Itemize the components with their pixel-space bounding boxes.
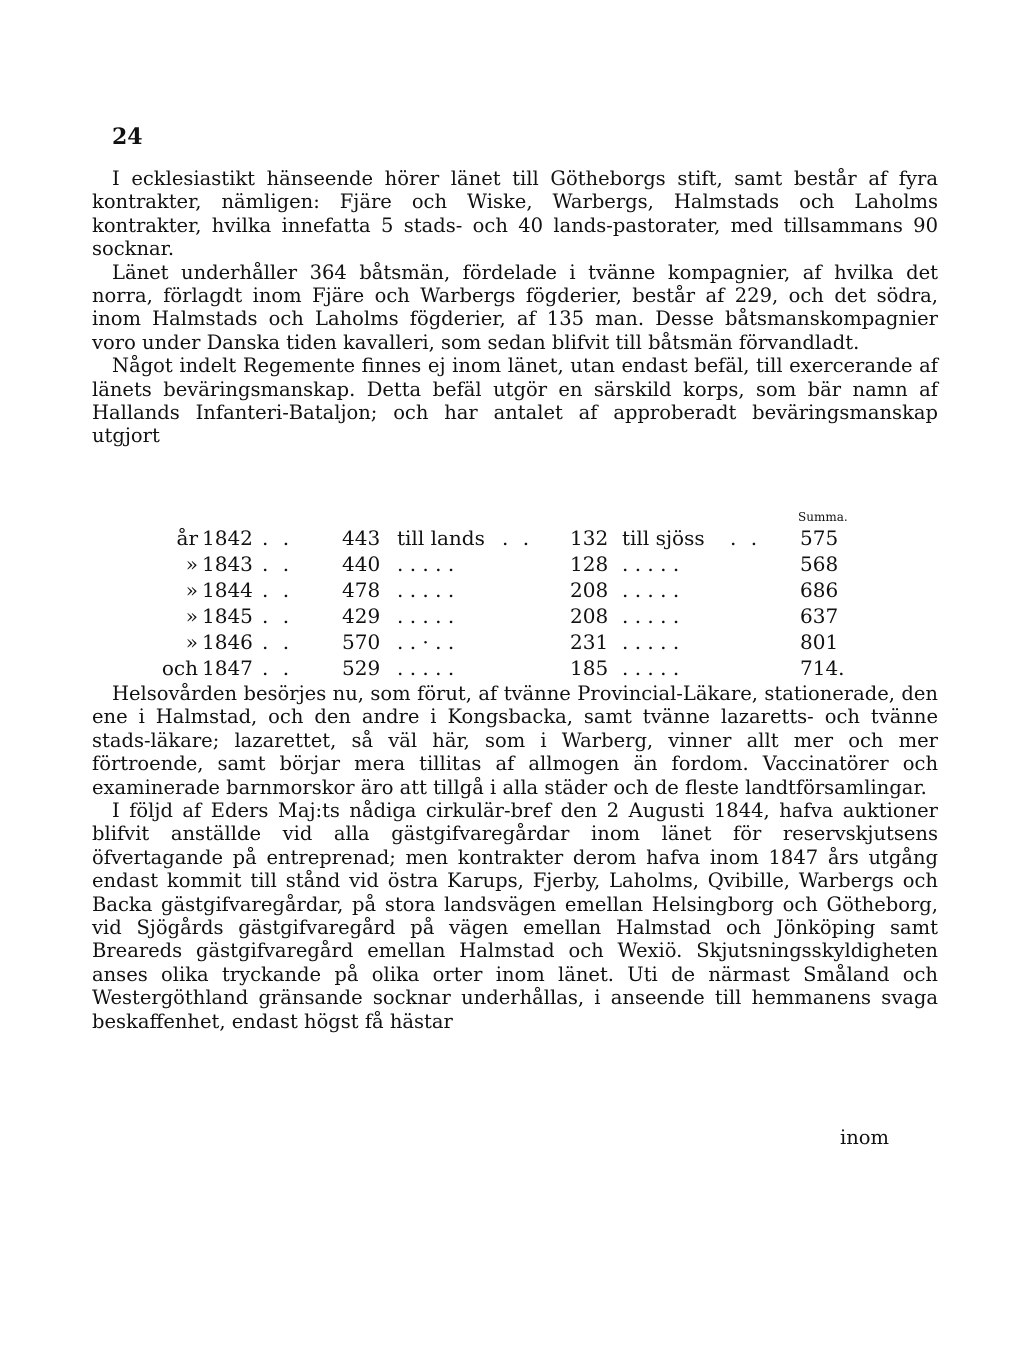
row-leader: . . (262, 578, 294, 602)
row-land-label: . . . . . (397, 656, 455, 680)
catchword: inom (840, 1126, 890, 1149)
row-prefix: » (185, 552, 198, 576)
table-row (92, 604, 938, 628)
row-land-label: till lands (397, 526, 485, 550)
row-land-count: 570 (342, 630, 381, 654)
conscripts-table (92, 510, 938, 680)
row-sea-count: 185 (570, 656, 609, 680)
row-year: 1843 (202, 552, 253, 576)
paragraph-batsman: Länet underhåller 364 båtsmän, fördelade i tvänne kompagnier, af hvilka det norra, förlagdt inom Fjäre och Warbergs fögderier, består af 229, och det södra, inom Halmstads och Laholms fögderier, af 135 man. Desse båtsmanskompagnier voro under Danska tiden kavalleri, som sedan blifvit till båtsmän förvandladt. (92, 260, 938, 354)
row-land-count: 529 (342, 656, 381, 680)
row-leader: . . (262, 552, 294, 576)
summa-header: Summa. (798, 510, 848, 524)
row-sum: 801 (800, 630, 839, 654)
row-year: 1842 (202, 526, 253, 550)
row-sea-label: . . . . . (622, 604, 680, 628)
row-sum: 575 (800, 526, 839, 550)
row-sum: 568 (800, 552, 839, 576)
row-year: 1844 (202, 578, 253, 602)
row-sum: 714. (800, 656, 845, 680)
row-land-label: . . · . . (397, 630, 455, 654)
paragraph-ecclesiastic: I ecklesiastikt hänseende hörer länet till Götheborgs stift, samt består af fyra kontrakter, nämligen: Fjäre och Wiske, Warbergs, Halmstads och Laholms kontrakter, hvilka innefatta 5 stads- och 40 lands-pastorater, med tillsammans 90 socknar. (92, 167, 938, 261)
row-land-count: 478 (342, 578, 381, 602)
paragraph-transport: I följd af Eders Maj:ts nådiga cirkulär-bref den 2 Augusti 1844, hafva auktioner blifvit anställde vid alla gästgifvaregårdar inom länet för reservskjutsens öfvertagande på entreprenad; men kontrakter derom hafva inom 1847 års utgång endast kommit till stånd vid östra Karups, Fjerby, Laholms, Qvibille, Warbergs och Backa gästgifvaregårdar, på stora landsvägen emellan Helsingborg och Götheborg, vid Sjögårds gästgifvaregård på vägen emellan Halmstad och Jönköping samt Breareds gästgifvaregård emellan Halmstad och Wexiö. Skjutsningsskyldigheten anses olika tryckande på olika orter inom länet. Uti de närmast Småland och Westergöthland gränsande socknar underhållas, i anseende till hemmanens svaga beskaffenhet, endast högst få hästar (92, 799, 938, 1033)
row-land-count: 443 (342, 526, 381, 550)
row-year: 1845 (202, 604, 253, 628)
row-prefix: » (185, 630, 198, 654)
row-sea-label: . . . . . (622, 656, 680, 680)
table-row (92, 578, 938, 602)
table-row (92, 630, 938, 654)
paragraph-health: Helsovården besörjes nu, som förut, af tvänne Provincial-Läkare, stationerade, den ene i Halmstad, och den andre i Kongsbacka, samt tvänne lazaretts- och tvänne stads-läkare; lazarettet, så väl här, som i Warberg, vinner allt mer och mer förtroende, samt börjar mera tillitas af allmogen än fordom. Vaccinatörer och examinerade barnmorskor äro att tillgå i alla städer och de fleste landtförsamlingar. (92, 682, 938, 799)
row-sum: 637 (800, 604, 839, 628)
row-sea-label: . . . . . (622, 552, 680, 576)
row-year: 1847 (202, 656, 253, 680)
row-sea-label: till sjöss (622, 526, 705, 550)
row-sea-label: . . . . . (622, 578, 680, 602)
row-leader: . . (730, 526, 762, 550)
row-land-label: . . . . . (397, 552, 455, 576)
row-sea-count: 231 (570, 630, 609, 654)
row-sea-count: 208 (570, 578, 609, 602)
table-row (92, 656, 938, 680)
row-leader: . . (262, 630, 294, 654)
row-leader: . . (262, 656, 294, 680)
row-leader: . . (502, 526, 534, 550)
row-leader: . . (262, 526, 294, 550)
row-prefix: år (176, 526, 198, 550)
table-row (92, 552, 938, 576)
row-land-count: 429 (342, 604, 381, 628)
row-prefix: och (161, 656, 198, 680)
row-land-count: 440 (342, 552, 381, 576)
row-prefix: » (185, 578, 198, 602)
row-sum: 686 (800, 578, 839, 602)
row-land-label: . . . . . (397, 604, 455, 628)
row-year: 1846 (202, 630, 253, 654)
page-number: 24 (112, 124, 143, 150)
row-land-label: . . . . . (397, 578, 455, 602)
row-sea-count: 132 (570, 526, 609, 550)
row-sea-label: . . . . . (622, 630, 680, 654)
row-sea-count: 128 (570, 552, 609, 576)
row-leader: . . (262, 604, 294, 628)
paragraph-regiment: Något indelt Regemente finnes ej inom länet, utan endast befäl, till exercerande af länets beväringsmanskap. Detta befäl utgör en särskild korps, som bär namn af Hallands Infanteri-Bataljon; och har antalet af approberadt beväringsmanskap utgjort (92, 354, 938, 448)
text-block-ecclesiastic (92, 167, 938, 448)
text-block-health-transport (92, 682, 938, 1033)
row-sea-count: 208 (570, 604, 609, 628)
table-row (92, 526, 938, 550)
row-prefix: » (185, 604, 198, 628)
